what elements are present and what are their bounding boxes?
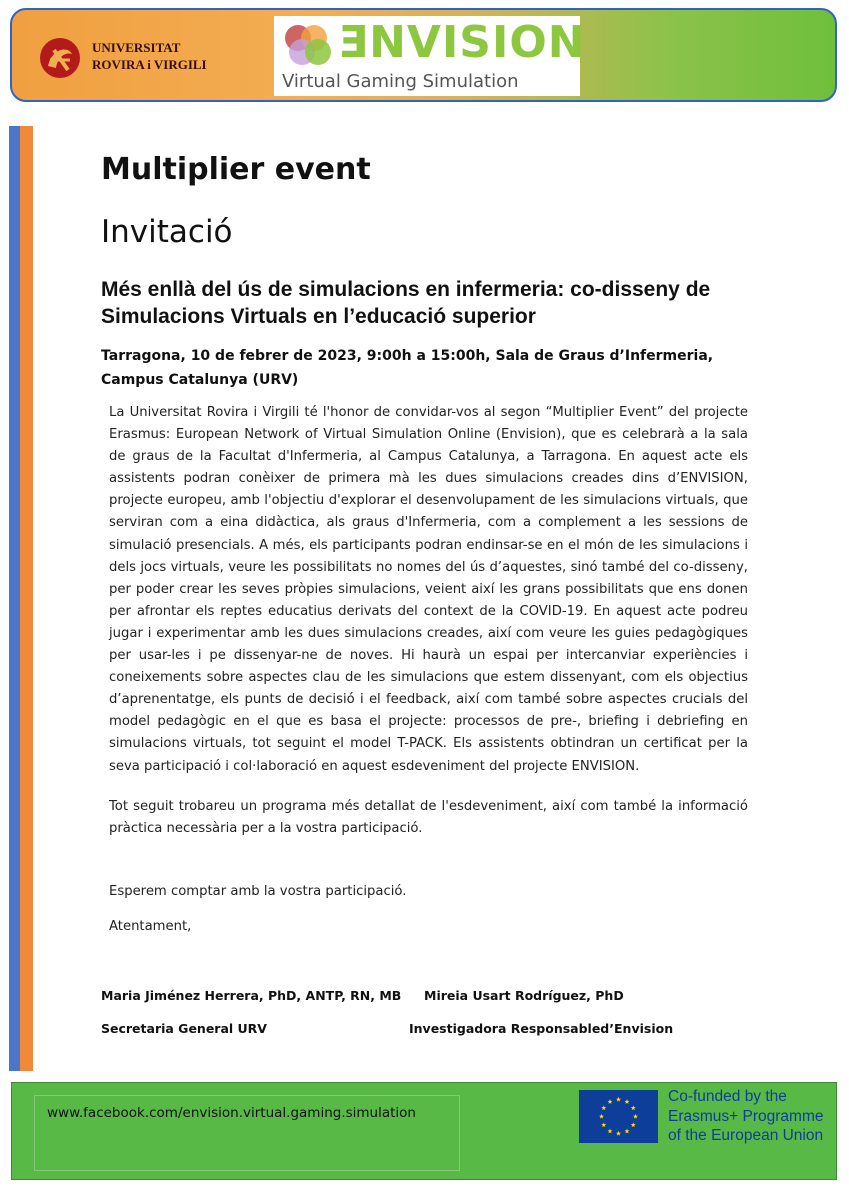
regards-line: Atentament,	[109, 919, 192, 934]
urv-logo-icon	[38, 36, 82, 80]
signature-right-role: Investigadora Responsabled’Envision	[409, 1021, 674, 1036]
eu-flag-icon	[579, 1090, 658, 1143]
erasmus-cofunded-text	[668, 1087, 823, 1146]
envision-e-glyph: Ǝ	[338, 17, 370, 68]
envision-tagline: Virtual Gaming Simulation	[282, 71, 519, 92]
urv-name-line1: UNIVERSITAT	[92, 40, 181, 55]
eu-line-2: Erasmus+ Programme	[668, 1107, 824, 1125]
signature-left-name: Maria Jiménez Herrera, PhD, ANTP, RN, MB	[101, 988, 402, 1003]
signature-right-name: Mireia Usart Rodríguez, PhD	[424, 988, 624, 1003]
event-dateline: Tarragona, 10 de febrer de 2023, 9:00h a 15:00h, Sala de Graus d’Infermeria, Campus Catalunya (URV)	[101, 348, 714, 388]
envision-wordmark	[338, 16, 586, 70]
event-heading: Més enllà del ús de simulacions en infermeria: co-disseny de Simulacions Virtuals en l’educació superior	[101, 278, 711, 328]
side-bar-blue	[9, 126, 20, 1071]
envision-circles-icon	[278, 22, 334, 72]
page-subtitle: Invitació	[101, 214, 233, 250]
body-paragraph-1: La Universitat Rovira i Virgili té l'honor de convidar-vos al segon “Multiplier Event” del projecte Erasmus: European Network of Virtual Simulation Online (Envision), que es celebrarà a la sala de graus de la Facultat d'Infermeria, al Campus Catalunya, a Tarragona. En aquest acte els assistents podran conèixer de primera mà les dues simulacions creades dins d’ENVISION, projecte europeu, amb l'objectiu d'explorar el desenvolupament de les simulacions virtuals, que serviran com a eina didàctica, als graus d'Infermeria, com a complement a les sessions de simulació presencials. A més, els participants podran endinsar-se en el món de les simulacions i dels jocs virtuals, veure les possibilitats no nomes del ús d’aquestes, sinó també del co-disseny, per poder crear les seves pròpies simulacions, veient així les grans possibilitats que ens donen per afrontar els reptes educatius derivats del context de la COVID-19. En aquest acte podreu jugar i experimentar amb les dues simulacions creades, així com veure les guies pedagògiques per usar-les i pe dissenyar-ne de noves. Hi haurà un espai per intercanviar experiències i coneixements sobre aspectes clau de les simulacions que estem dissenyant, com els objectius d’aprenentatge, els punts de decisió i el feedback, així com també sobre aspectes crucials del model pedagògic en el que es basa el projecte: processos de pre-, briefing i debriefing en simulacions virtuals, tot seguint el model T-PACK. Els assistents obtindran un certificat per la seva participació i col·laboració en aquest esdeveniment del projecte ENVISION.	[109, 405, 748, 774]
page-title: Multiplier event	[101, 152, 371, 187]
closing-line: Esperem comptar amb la vostra participació.	[109, 884, 407, 899]
header-banner	[10, 8, 837, 102]
urv-logo	[38, 36, 218, 80]
eu-line-3: of the European Union	[668, 1127, 824, 1144]
urv-name	[92, 39, 207, 73]
eu-line-1: Co-funded by the	[668, 1088, 787, 1105]
envision-word-rest: NVISION	[369, 17, 586, 68]
side-bar-orange	[20, 126, 33, 1071]
envision-logo	[274, 16, 586, 96]
footer-banner	[11, 1082, 837, 1180]
urv-name-line2: ROVIRA i VIRGILI	[92, 57, 207, 72]
facebook-link[interactable]: www.facebook.com/envision.virtual.gaming.simulation	[47, 1105, 416, 1121]
body-paragraph-2: Tot seguit trobareu un programa més detallat de l'esdeveniment, així com també la informació pràctica necessària per a la vostra participació.	[109, 799, 748, 837]
signature-left-role: Secretaria General URV	[101, 1021, 267, 1036]
